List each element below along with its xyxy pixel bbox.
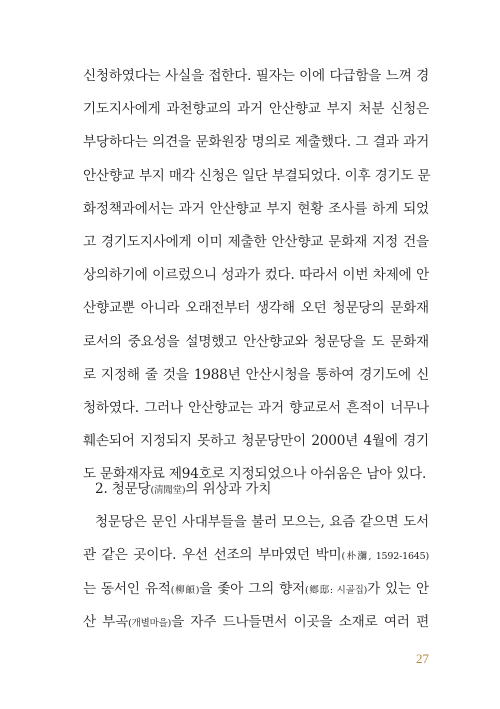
paragraph-line: 로 지정해 줄 것을 1988년 안산시청을 통하여 경기도에 신	[83, 366, 429, 383]
section-line-3-text-a: 는 동서인 유적	[83, 580, 171, 597]
paragraph-line: 도 문화재자료 제94호로 지정되었으나 아쉬움은 남아 있다.	[83, 466, 427, 483]
paragraph-line: 기도지사에게 과천향교의 과거 안산향교 부지 처분 신청은	[83, 101, 429, 118]
section-line-4-note: (개별마을)	[128, 617, 172, 629]
section-line-3-note-2: (鄕邸: 시골집)	[304, 584, 368, 596]
section-line-4-text-b: 을 자주 드나들면서 이곳을 소재로 여러 편	[171, 613, 430, 630]
section-line-1: 청문당은 문인 사대부들을 불러 모으는, 요즘 같으면 도서	[95, 514, 429, 531]
paragraph-line: 로서의 중요성을 설명했고 안산향교와 청문당을 도 문화재	[83, 333, 429, 350]
section-line-4-text-a: 산 부곡	[83, 613, 129, 630]
paragraph-line: 고 경기도지사에게 이미 제출한 안산향교 문화재 지정 건을	[83, 233, 429, 250]
section-heading-suffix: 의 위상과 가치	[185, 481, 272, 497]
section-heading-title: 2. 청문당	[95, 481, 151, 497]
section-line-3-note-1: (柳頔)	[170, 584, 200, 596]
section-line-2	[83, 539, 429, 572]
paragraph-line: 상의하기에 이르렀으니 성과가 컸다. 따라서 이번 차제에 안	[83, 267, 429, 284]
section-heading-hanja: (淸聞堂)	[150, 485, 186, 496]
section-line-3	[83, 573, 429, 606]
section-heading	[83, 473, 429, 506]
paragraph-line: 훼손되어 지정되지 못하고 청문당만이 2000년 4월에 경기	[83, 433, 429, 450]
section-line-2-text: 관 같은 곳이다. 우선 선조의 부마였던 박미	[83, 547, 342, 564]
body-paragraph	[83, 60, 429, 491]
section-2	[83, 473, 429, 639]
paragraph-line: 산향교뿐 아니라 오래전부터 생각해 오던 청문당의 문화재	[83, 300, 429, 317]
paragraph-line: 화정책과에서는 과거 안산향교 부지 현황 조사를 하게 되었	[83, 200, 429, 217]
section-line-3-text-c: 가 있는 안	[367, 580, 429, 597]
page-number: 27	[416, 651, 429, 666]
section-line-2-note: (朴瀰, 1592-1645)	[341, 551, 429, 563]
paragraph-line: 신청하였다는 사실을 접한다. 필자는 이에 다급함을 느껴 경	[83, 68, 429, 84]
section-line-4	[83, 606, 429, 639]
paragraph-line: 청하였다. 그러나 안산향교는 과거 향교로서 흔적이 너무나	[83, 399, 429, 416]
paragraph-line: 부당하다는 의견을 문화원장 명의로 제출했다. 그 결과 과거	[83, 134, 429, 151]
paragraph-line: 안산향교 부지 매각 신청은 일단 부결되었다. 이후 경기도 문	[83, 167, 431, 184]
section-line-3-text-b: 을 좇아 그의 향저	[199, 580, 305, 597]
